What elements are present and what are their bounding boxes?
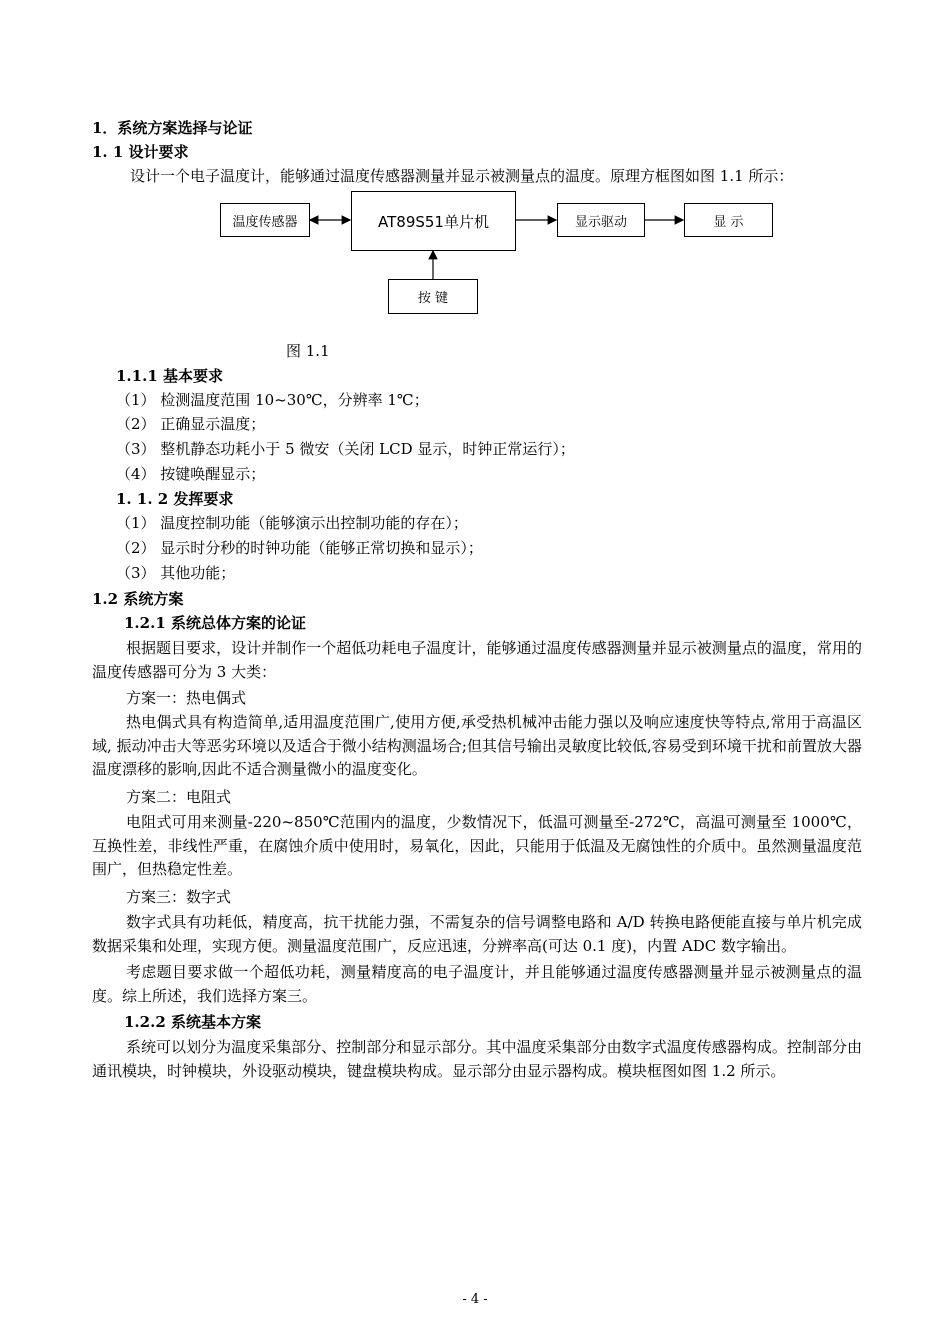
scheme-2-label: 方案二：电阻式 <box>126 788 232 806</box>
display-box: 显 示 <box>684 203 773 237</box>
display-driver-box: 显示驱动 <box>557 203 645 237</box>
heading-1-1-1: 1.1.1 基本要求 <box>116 367 223 385</box>
paragraph-resistance: 电阻式可用来测量-220~850℃范围内的温度，少数情况下，低温可测量至-272℃，高温可测量至 1000℃，互换性差，非线性严重，在腐蚀介质中使用时，易氧化，因此，只能用于低温及无腐蚀性的介质中。虽然测量温度范围广，但热稳定性差。 <box>92 813 862 878</box>
heading-1-2-2: 1.2.2 系统基本方案 <box>124 1013 261 1031</box>
paragraph-digital: 数字式具有功耗低，精度高，抗干扰能力强，不需复杂的信号调整电路和 A/D 转换电路便能直接与单片机完成数据采集和处理，实现方便。测量温度范围广，反应迅速，分辨率高(可达 0.1 度)，内置 ADC 数字输出。 <box>92 913 862 955</box>
key-box: 按 键 <box>388 279 478 314</box>
paragraph-system: 系统可以划分为温度采集部分、控制部分和显示部分。其中温度采集部分由数字式温度传感器构成。控制部分由通讯模块，时钟模块，外设驱动模块，键盘模块构成。显示部分由显示器构成。模块框图如图 1.2 所示。 <box>92 1038 862 1080</box>
ext-req-1: （1） 温度控制功能（能够演示出控制功能的存在）； <box>116 514 468 532</box>
heading-1: 1．系统方案选择与论证 <box>92 119 253 137</box>
sensor-box: 温度传感器 <box>220 203 310 237</box>
figure-caption: 图 1.1 <box>286 342 330 360</box>
intro-paragraph: 设计一个电子温度计，能够通过温度传感器测量并显示被测量点的温度。原理方框图如图 1.1 所示： <box>130 167 794 185</box>
ext-req-3: （3） 其他功能； <box>116 564 236 582</box>
scheme-3-label: 方案三：数字式 <box>126 888 232 906</box>
mcu-box: AT89S51单片机 <box>351 191 516 251</box>
basic-req-4: （4） 按键唤醒显示； <box>116 465 266 483</box>
scheme-1-label: 方案一：热电偶式 <box>126 689 247 707</box>
ext-req-2: （2） 显示时分秒的时钟功能（能够正常切换和显示）； <box>116 539 483 557</box>
paragraph-thermocouple: 热电偶式具有构造简单,适用温度范围广,使用方便,承受热机械冲击能力强以及响应速度快等特点,常用于高温区域, 振动冲击大等恶劣环境以及适合于微小结构测温场合;但其信号输出灵敏度比较低,容易受到环境干扰和前置放大器温度漂移的影响,因此不适合测量微小的温度变化。 <box>92 713 862 778</box>
heading-1-1-2: 1. 1. 2 发挥要求 <box>116 490 234 508</box>
basic-req-3: （3） 整机静态功耗小于 5 微安（关闭 LCD 显示，时钟正常运行）； <box>116 440 575 458</box>
basic-req-1: （1） 检测温度范围 10~30℃，分辨率 1℃； <box>116 391 429 409</box>
page-number: - 4 - <box>462 1292 488 1307</box>
paragraph-conclusion: 考虑题目要求做一个超低功耗，测量精度高的电子温度计，并且能够通过温度传感器测量并显示被测量点的温度。综上所述，我们选择方案三。 <box>92 963 862 1005</box>
paragraph-intro: 根据题目要求，设计并制作一个超低功耗电子温度计，能够通过温度传感器测量并显示被测量点的温度，常用的温度传感器可分为 3 大类： <box>92 639 862 681</box>
heading-1-1: 1. 1 设计要求 <box>92 143 189 161</box>
heading-1-2: 1.2 系统方案 <box>92 590 184 608</box>
basic-req-2: （2） 正确显示温度； <box>116 415 266 433</box>
heading-1-2-1: 1.2.1 系统总体方案的论证 <box>124 614 306 632</box>
